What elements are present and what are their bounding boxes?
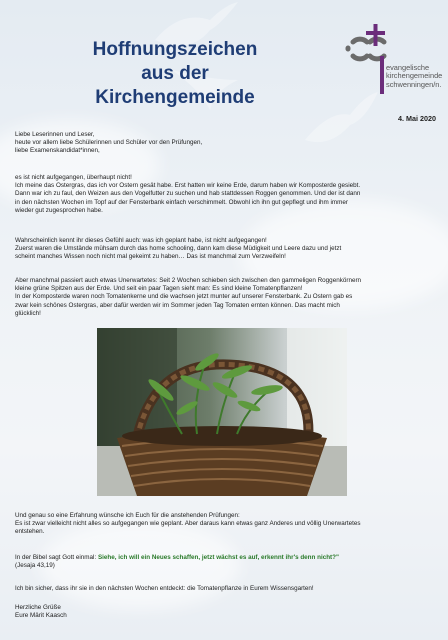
bible-intro: In der Bibel sagt Gott einmal: (15, 554, 98, 561)
letter-paragraph-1 (15, 174, 435, 215)
tomato-plant-photo (97, 328, 347, 496)
title-line: Hoffnungszeichen (92, 39, 258, 60)
text-line: zwar kein schönes Ostergras, aber dafür werden wir im Sommer jeden Tag Tomaten ernten können. Das macht mich (15, 301, 340, 309)
page-title (60, 38, 290, 110)
text-line: wieder gut zugesprochen habe. (15, 206, 103, 214)
bible-quote-paragraph (15, 554, 435, 570)
letter-greeting (15, 131, 435, 156)
text-line: Ich bin sicher, dass ihr sie in den nächsten Wochen entdeckt: die Tomatenpflanze in Eurem Wissensgarten! (15, 585, 314, 592)
text-line: kleine grüne Spitzen aus der Erde. Und seit ein paar Tagen sieht man: Es sind kleine Tomatenpflanzen! (15, 285, 303, 293)
plant-basket-image (97, 328, 347, 496)
text-line: liebe Examenskandidat*innen, (15, 147, 100, 155)
signoff-line: Eure Märit Kaasch (15, 612, 67, 620)
logo-text (386, 64, 442, 89)
closing-paragraph (15, 585, 435, 593)
text-line: Zuerst waren die Umstände mühsam durch das home schooling, dann kam diese Müdigkeit und Leere dazu und jetzt (15, 245, 342, 253)
date-label: 4. Mai 2020 (398, 114, 436, 123)
logo-line: evangelische (386, 63, 430, 72)
signoff-line: Herzliche Grüße (15, 604, 61, 611)
text-line: Dann war ich zu faul, den Weizen aus den Vogelfutter zu suchen und hab stattdessen Roggen genommen. Und der ist dann (15, 190, 361, 198)
text-line: Ich meine das Ostergras, das ich vor Ostern gesät habe. Erst hatten wir keine Erde, darum haben wir Komposterde gesiebt. (15, 182, 361, 190)
letter-paragraph-2 (15, 237, 435, 262)
text-line: in den nächsten Wochen im Topf auf der Fensterbank einfach verschimmelt. Obwohl ich ihn gut gepflegt und ihm immer (15, 198, 348, 206)
text-line: Und genau so eine Erfahrung wünsche ich Euch für die anstehenden Prüfungen: (15, 512, 240, 519)
text-line: heute vor allem liebe Schülerinnen und Schüler vor den Prüfungen, (15, 139, 203, 147)
text-line: entstehen. (15, 528, 45, 536)
letter-paragraph-3 (15, 277, 435, 318)
text-line: Es ist zwar vielleicht nicht alles so aufgegangen wie geplant. Aber daraus kann etwas ganz Anderes und völlig Unerwartetes (15, 520, 361, 528)
text-line: Aber manchmal passiert auch etwas Unerwartetes: Seit 2 Wochen schieben sich zwischen den gammeligen Roggenkörnern (15, 277, 362, 284)
text-line: es ist nicht aufgegangen, überhaupt nicht! (15, 174, 132, 181)
logo-line: schwenningen/n. (386, 79, 442, 89)
text-line: scheint manches Wissen noch nicht mal gekeimt zu haben… Das ist manchmal zum Verzweifeln! (15, 253, 286, 261)
text-line: Wahrscheinlich kennt ihr dieses Gefühl auch: was ich geplant habe, ist nicht aufgegangen! (15, 237, 267, 244)
signature-block (15, 604, 435, 620)
title-line: aus der Kirchengemeinde (95, 63, 255, 108)
text-line: Liebe Leserinnen und Leser, (15, 131, 95, 138)
letter-paragraph-4 (15, 512, 435, 537)
text-line (15, 554, 435, 562)
text-line: glücklich! (15, 309, 41, 317)
bible-quote: Siehe, ich will ein Neues schaffen, jetzt wächst es auf, erkennt ihr's denn nicht?" (97, 554, 339, 561)
text-line: In der Komposterde waren noch Tomatenkerne und die wachsen jetzt munter auf unserer Fensterbank. Zu Ostern gab es (15, 293, 353, 301)
bible-reference: (Jesaja 43,19) (15, 562, 55, 570)
logo-line: kirchengemeinde (386, 71, 443, 81)
